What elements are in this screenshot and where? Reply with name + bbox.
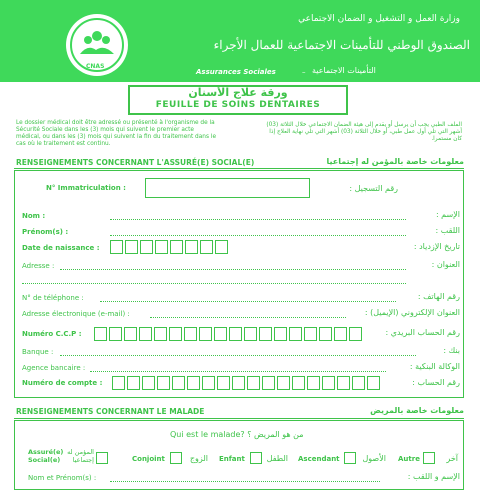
patient-question: Qui est le malade? من هو المريض ؟ <box>170 430 304 439</box>
compte-cell[interactable] <box>322 376 335 390</box>
autre-checkbox[interactable] <box>423 452 435 464</box>
note-fr: Le dossier médical doit être adressé ou présenté à l'organisme de la Sécurité Sociale dans les (3) mois qui suivent le premier acte médical, ou dans les (3) mois qui suivent la fin du traitement dans le cas où le traitement est continu. <box>16 120 217 147</box>
ccp-label-ar: رقم الحساب البريدي : <box>385 328 460 337</box>
prenom-label: Prénom(s) : <box>22 228 69 236</box>
compte-cell[interactable] <box>262 376 275 390</box>
adresse-field[interactable] <box>60 268 406 270</box>
compte-cell[interactable] <box>292 376 305 390</box>
compte-cell[interactable] <box>352 376 365 390</box>
date-cell[interactable] <box>140 240 153 254</box>
ccp-cell[interactable] <box>214 327 227 341</box>
option-autre-ar: آخر <box>446 454 458 463</box>
compte-cell[interactable] <box>187 376 200 390</box>
compte-cell[interactable] <box>232 376 245 390</box>
ascendant-checkbox[interactable] <box>344 452 356 464</box>
assurances-ar: التأمينات الاجتماعية <box>312 66 376 75</box>
ccp-cell[interactable] <box>169 327 182 341</box>
option-enfant-ar: الطفل <box>266 454 288 463</box>
adresse-label: Adresse : <box>22 262 55 270</box>
option-conjoint-fr: Conjoint <box>132 455 165 463</box>
form-title-ar: ورقة علاج الأسنان <box>188 86 288 99</box>
ccp-cell[interactable] <box>259 327 272 341</box>
compte-cell[interactable] <box>277 376 290 390</box>
date-cell[interactable] <box>200 240 213 254</box>
ccp-cell[interactable] <box>244 327 257 341</box>
ccp-cell[interactable] <box>334 327 347 341</box>
agence-label-ar: الوكالة البنكية : <box>409 362 460 371</box>
ccp-cell[interactable] <box>229 327 242 341</box>
compte-cell[interactable] <box>142 376 155 390</box>
compte-cell[interactable] <box>247 376 260 390</box>
immat-label: N° Immatriculation : <box>46 184 126 192</box>
nom-label: Nom : <box>22 212 46 220</box>
ccp-cell[interactable] <box>124 327 137 341</box>
fund-title: الصندوق الوطني للتأمينات الاجتماعية للعمال الأجراء <box>213 38 470 52</box>
date-cell[interactable] <box>110 240 123 254</box>
compte-label: Numéro de compte : <box>22 379 103 387</box>
tel-field[interactable] <box>100 300 396 302</box>
immatriculation-input[interactable] <box>145 178 310 198</box>
date-cell[interactable] <box>215 240 228 254</box>
compte-cell[interactable] <box>217 376 230 390</box>
option-enfant-fr: Enfant <box>219 455 245 463</box>
date-cell[interactable] <box>155 240 168 254</box>
nom-label-ar: الإسم : <box>435 210 460 219</box>
ccp-cell[interactable] <box>274 327 287 341</box>
adresse-field-2[interactable] <box>22 282 406 284</box>
banque-label: Banque : <box>22 348 54 356</box>
ccp-cell[interactable] <box>289 327 302 341</box>
tel-label: N° de téléphone : <box>22 294 84 302</box>
compte-cell[interactable] <box>127 376 140 390</box>
naissance-cells[interactable] <box>110 240 230 254</box>
banque-label-ar: بنك : <box>443 346 460 355</box>
email-field[interactable] <box>150 316 346 318</box>
ccp-cell[interactable] <box>304 327 317 341</box>
option-ascendant-fr: Ascendant <box>298 455 340 463</box>
option-assure-fr: Assuré(e) Social(e) <box>28 448 64 464</box>
ministry-title: وزارة العمل و التشغيل و الضمان الاجتماعي <box>298 14 460 24</box>
date-cell[interactable] <box>170 240 183 254</box>
section1-title-fr: RENSEIGNEMENTS CONCERNANT L'ASSURÉ(E) SOCIAL(E) <box>16 158 255 167</box>
option-assure-ar: المؤمن له إجتماعيا <box>67 448 94 464</box>
assurances-dash: – <box>302 68 306 76</box>
agence-label: Agence bancaire : <box>22 364 86 372</box>
option-conjoint-ar: الزوج <box>189 454 208 463</box>
ccp-cell[interactable] <box>349 327 362 341</box>
email-label-ar: العنوان الإلكتروني (الإيميل) : <box>364 308 460 317</box>
assurances-fr: Assurances Sociales <box>196 68 276 76</box>
conjoint-checkbox[interactable] <box>170 452 182 464</box>
form-title-fr: FEUILLE DE SOINS DENTAIRES <box>155 100 321 110</box>
email-label: Adresse électronique (e-mail) : <box>22 310 130 318</box>
ccp-cell[interactable] <box>184 327 197 341</box>
section1-rule <box>14 168 464 169</box>
compte-cell[interactable] <box>337 376 350 390</box>
date-cell[interactable] <box>125 240 138 254</box>
ccp-cell[interactable] <box>139 327 152 341</box>
logo-caption: CNAS <box>86 63 105 70</box>
banque-field[interactable] <box>60 354 416 356</box>
ccp-cells[interactable] <box>94 327 364 341</box>
naissance-label-ar: تاريخ الإزدياد : <box>413 242 460 251</box>
compte-cell[interactable] <box>307 376 320 390</box>
section2-title-fr: RENSEIGNEMENTS CONCERNANT LE MALADE <box>16 407 205 416</box>
prenom-field[interactable] <box>110 234 406 236</box>
naissance-label: Date de naissance : <box>22 244 100 252</box>
compte-cell[interactable] <box>157 376 170 390</box>
compte-cell[interactable] <box>172 376 185 390</box>
nom-prenom-label-ar: الإسم و اللقب : <box>407 472 460 481</box>
assure-checkbox[interactable] <box>96 452 108 464</box>
ccp-label: Numéro C.C.P : <box>22 330 82 338</box>
ccp-cell[interactable] <box>319 327 332 341</box>
nom-prenom-label: Nom et Prénom(s) : <box>28 474 97 482</box>
section2-rule <box>14 418 464 419</box>
note-ar: الملف الطبي يجب أن يرسل أو يقدم إلى هيئة الضمان الاجتماعي خلال الثلاثة (03) أشهر التي تلي أول عمل طبي، أو خلال الثلاثة (03) أشهر التي تلي نهاية العلاج إذا كان مستمرا. <box>266 122 462 142</box>
ccp-cell[interactable] <box>94 327 107 341</box>
enfant-checkbox[interactable] <box>250 452 262 464</box>
ccp-cell[interactable] <box>109 327 122 341</box>
section1-title-ar: معلومات خاصة بالمؤمن له إجتماعيا <box>326 157 464 166</box>
section2-title-ar: معلومات خاصة بالمريض <box>370 406 464 415</box>
tel-label-ar: رقم الهاتف : <box>417 292 460 301</box>
agence-field[interactable] <box>90 370 386 372</box>
ccp-cell[interactable] <box>154 327 167 341</box>
prenom-label-ar: اللقب : <box>435 226 460 235</box>
option-ascendant-ar: الأصول <box>362 454 386 463</box>
nom-prenom-field[interactable] <box>110 480 380 482</box>
compte-label-ar: رقم الحساب : <box>412 378 460 387</box>
date-cell[interactable] <box>185 240 198 254</box>
compte-cell[interactable] <box>112 376 125 390</box>
adresse-label-ar: العنوان : <box>431 260 460 269</box>
compte-cells[interactable] <box>112 376 382 390</box>
ccp-cell[interactable] <box>199 327 212 341</box>
option-autre-fr: Autre <box>398 455 420 463</box>
nom-field[interactable] <box>110 218 406 220</box>
immat-label-ar: رقم التسجيل : <box>349 184 398 193</box>
compte-cell[interactable] <box>367 376 380 390</box>
compte-cell[interactable] <box>202 376 215 390</box>
